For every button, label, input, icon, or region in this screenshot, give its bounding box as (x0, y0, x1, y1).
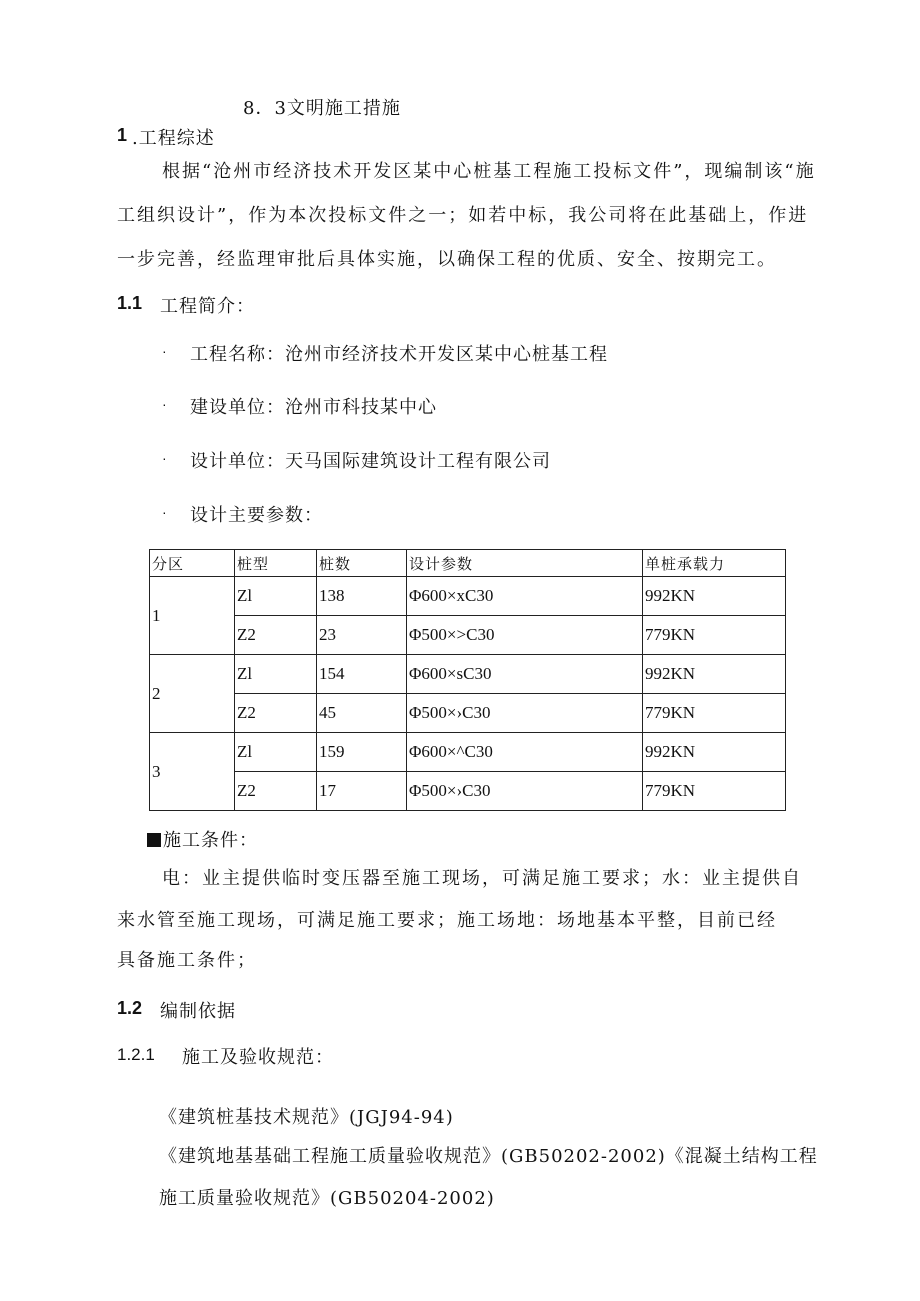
table-header-cell: 设计参数 (407, 550, 643, 577)
bullet-dot-icon: · (162, 396, 167, 412)
pile-type-cell: Z2 (235, 694, 317, 733)
capacity-cell: 779KN (643, 772, 786, 811)
capacity-cell: 779KN (643, 616, 786, 655)
section-1-2-1-title: 施工及验收规范： (182, 1047, 334, 1068)
table-header-cell: 桩型 (235, 550, 317, 577)
pile-parameters-table (149, 549, 786, 811)
pile-type-cell: Zl (235, 733, 317, 772)
capacity-cell: 992KN (643, 655, 786, 694)
table-row (150, 655, 786, 694)
bullet-dot-icon: · (162, 504, 167, 520)
table-header-cell: 桩数 (317, 550, 407, 577)
pile-type-cell: Zl (235, 577, 317, 616)
square-bullet-icon (147, 833, 161, 847)
capacity-cell: 992KN (643, 733, 786, 772)
pile-type-cell: Z2 (235, 772, 317, 811)
design-param-cell: Φ600×sC30 (407, 655, 643, 694)
section-1-1-title: 工程简介： (160, 296, 255, 317)
section-1-number: 1 (117, 125, 128, 145)
table-row (150, 772, 786, 811)
section-1-2-title: 编制依据 (160, 1001, 236, 1022)
table-header-row (150, 550, 786, 577)
table-header-cell: 分区 (150, 550, 235, 577)
intro-line-2: 工组织设计”，作为本次投标文件之一；如若中标，我公司将在此基础上，作进 (117, 205, 809, 226)
conditions-line-3: 具备施工条件； (117, 950, 257, 971)
table-row (150, 733, 786, 772)
section-1-1-number: 1.1 (117, 293, 143, 313)
table-row (150, 577, 786, 616)
conditions-line-2: 来水管至施工现场，可满足施工要求；施工场地：场地基本平整，目前已经 (117, 910, 777, 931)
capacity-cell: 992KN (643, 577, 786, 616)
intro-line-3: 一步完善，经监理审批后具体实施，以确保工程的优质、安全、按期完工。 (117, 249, 777, 270)
conditions-line-1: 电：业主提供临时变压器至施工现场，可满足施工要求；水：业主提供自 (162, 868, 802, 889)
pile-type-cell: Z2 (235, 616, 317, 655)
bullet-project-name: 工程名称：沧州市经济技术开发区某中心桩基工程 (190, 344, 608, 365)
table-header-cell: 单桩承载力 (643, 550, 786, 577)
pile-count-cell: 159 (317, 733, 407, 772)
design-param-cell: Φ500×›C30 (407, 772, 643, 811)
intro-line-1: 根据“沧州市经济技术开发区某中心桩基工程施工投标文件”，现编制该“施 (162, 161, 816, 182)
pile-count-cell: 138 (317, 577, 407, 616)
table-row (150, 694, 786, 733)
pile-count-cell: 17 (317, 772, 407, 811)
bullet-dot-icon: · (162, 450, 167, 466)
pile-count-cell: 23 (317, 616, 407, 655)
conditions-heading (147, 826, 258, 852)
norm-line-3: 施工质量验收规范》(GB50204-2002) (159, 1188, 495, 1209)
norm-line-2: 《建筑地基基础工程施工质量验收规范》(GB50202-2002)《混凝土结构工程 (159, 1146, 818, 1167)
zone-cell: 2 (150, 655, 235, 733)
section-1-title: .工程综述 (132, 128, 215, 149)
bullet-designer: 设计单位：天马国际建筑设计工程有限公司 (190, 451, 551, 472)
zone-cell: 3 (150, 733, 235, 811)
bullet-design-params: 设计主要参数： (190, 505, 323, 526)
zone-cell: 1 (150, 577, 235, 655)
design-param-cell: Φ600×^C30 (407, 733, 643, 772)
document-header: 8．3文明施工措施 (243, 98, 401, 119)
bullet-owner: 建设单位：沧州市科技某中心 (190, 397, 437, 418)
pile-type-cell: Zl (235, 655, 317, 694)
design-param-cell: Φ500×›C30 (407, 694, 643, 733)
design-param-cell: Φ500×>C30 (407, 616, 643, 655)
bullet-dot-icon: · (162, 343, 167, 359)
norm-line-1: 《建筑桩基技术规范》(JGJ94-94) (159, 1107, 454, 1128)
section-1-2-1-number: 1.2.1 (117, 1045, 155, 1064)
table-row (150, 616, 786, 655)
pile-count-cell: 45 (317, 694, 407, 733)
conditions-title: 施工条件： (163, 830, 258, 851)
design-param-cell: Φ600×xC30 (407, 577, 643, 616)
capacity-cell: 779KN (643, 694, 786, 733)
section-1-2-number: 1.2 (117, 998, 143, 1018)
pile-count-cell: 154 (317, 655, 407, 694)
